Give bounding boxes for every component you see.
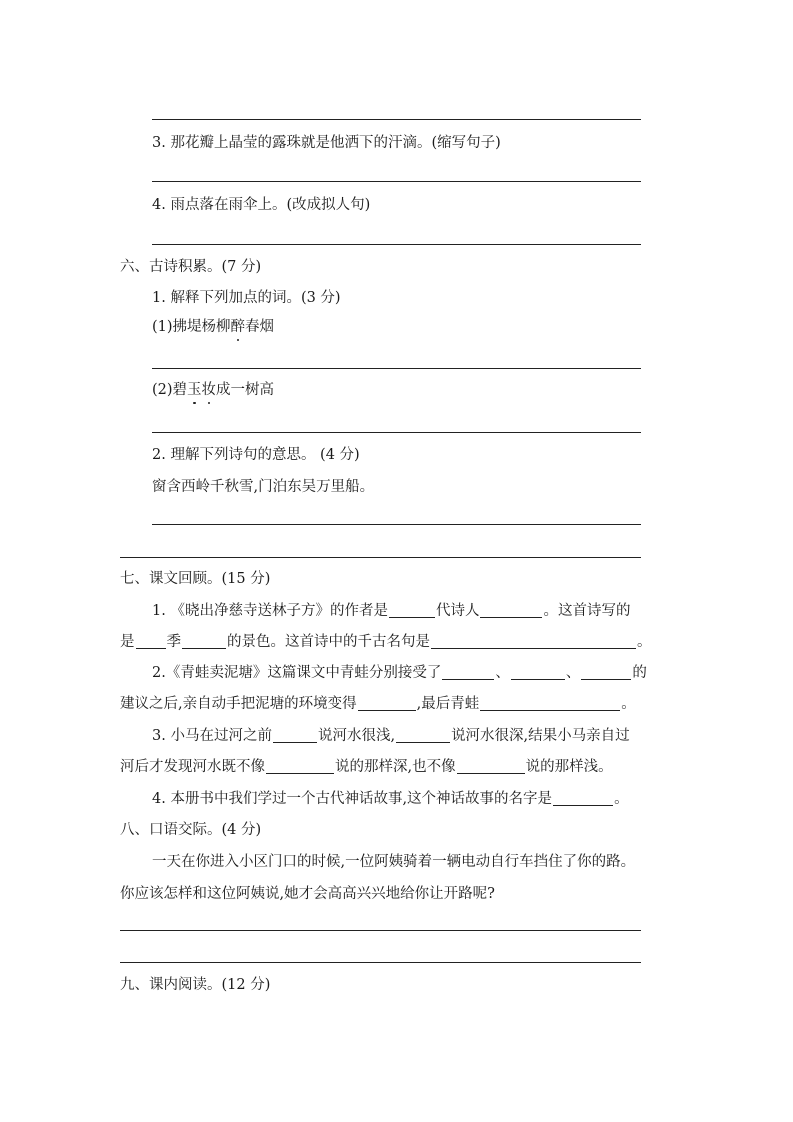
text: 说的那样深,也不像 bbox=[335, 759, 456, 775]
fill-blank[interactable] bbox=[136, 632, 166, 649]
fill-blank[interactable] bbox=[273, 726, 317, 743]
dotted-char: 玉 bbox=[187, 382, 202, 398]
text: 的景色。这首诗中的千古名句是 bbox=[227, 634, 430, 650]
fill-blank[interactable] bbox=[457, 757, 525, 774]
text: 说河水很深,结果小马亲自过 bbox=[451, 728, 630, 744]
fill-blank[interactable] bbox=[480, 601, 542, 618]
text: 成一树高 bbox=[216, 382, 275, 398]
s7-item-2-line-2 bbox=[120, 694, 636, 714]
section-9-title: 九、课内阅读。(12 分) bbox=[120, 977, 271, 993]
section-7-title: 七、课文回顾。(15 分) bbox=[120, 571, 271, 587]
text: (1)拂堤杨柳 bbox=[152, 319, 231, 335]
fill-blank[interactable] bbox=[442, 663, 494, 680]
text: 说河水很浅, bbox=[317, 728, 396, 744]
s7-item-2-line-1 bbox=[152, 663, 647, 683]
text: 的 bbox=[632, 665, 647, 681]
s7-item-3-line-1 bbox=[152, 726, 630, 746]
section-8-title: 八、口语交际。(4 分) bbox=[120, 822, 262, 838]
text: 河后才发现河水既不像 bbox=[120, 759, 265, 775]
section-6-title: 六、古诗积累。(7 分) bbox=[120, 259, 262, 275]
text: 、 bbox=[495, 665, 510, 681]
text: 是 bbox=[120, 634, 135, 650]
answer-line bbox=[120, 930, 641, 931]
answer-line bbox=[152, 432, 641, 433]
text: 。 bbox=[637, 634, 652, 650]
fill-blank[interactable] bbox=[480, 694, 620, 711]
answer-line bbox=[120, 962, 641, 963]
text: 。这首诗写的 bbox=[543, 603, 631, 619]
fill-blank[interactable] bbox=[553, 789, 613, 806]
answer-line bbox=[152, 524, 641, 525]
s6-q1-line-b bbox=[152, 380, 274, 400]
dotted-char: 妆 bbox=[201, 382, 217, 398]
dotted-char: 醉 bbox=[230, 319, 246, 335]
text: 、 bbox=[565, 665, 581, 681]
text: 2.《青蛙卖泥塘》这篇课文中青蛙分别接受了 bbox=[152, 665, 442, 681]
text: (2)碧 bbox=[152, 382, 188, 398]
fill-blank[interactable] bbox=[358, 694, 416, 711]
s7-item-1-line-1 bbox=[152, 601, 630, 621]
text: 3. 小马在过河之前 bbox=[152, 728, 272, 744]
fill-blank[interactable] bbox=[431, 632, 636, 649]
q5-item-4: 4. 雨点落在雨伞上。(改成拟人句) bbox=[152, 197, 371, 213]
s7-item-3-line-2 bbox=[120, 757, 613, 777]
answer-line bbox=[152, 119, 641, 120]
text: 。 bbox=[621, 696, 636, 712]
text: ,最后青蛙 bbox=[416, 696, 480, 712]
fill-blank[interactable] bbox=[396, 726, 450, 743]
text: 季 bbox=[166, 634, 181, 650]
text: 建议之后,亲自动手把泥塘的环境变得 bbox=[120, 696, 357, 712]
text: 1. 《晓出净慈寺送林子方》的作者是 bbox=[152, 603, 388, 619]
text: 4. 本册书中我们学过一个古代神话故事,这个神话故事的名字是 bbox=[152, 791, 553, 807]
fill-blank[interactable] bbox=[266, 757, 334, 774]
s7-item-1-line-2 bbox=[120, 632, 652, 652]
s6-question-2: 2. 理解下列诗句的意思。 (4 分) bbox=[152, 447, 360, 463]
text: 春烟 bbox=[245, 319, 275, 335]
s7-item-4 bbox=[152, 789, 629, 809]
answer-line bbox=[120, 557, 641, 558]
fill-blank[interactable] bbox=[581, 663, 631, 680]
answer-line bbox=[152, 181, 641, 182]
text: 。 bbox=[614, 791, 629, 807]
text: 说的那样浅。 bbox=[525, 759, 613, 775]
answer-line bbox=[152, 244, 641, 245]
s6-poem-line: 窗含西岭千秋雪,门泊东吴万里船。 bbox=[152, 479, 375, 495]
q5-item-3: 3. 那花瓣上晶莹的露珠就是他洒下的汗滴。(缩写句子) bbox=[152, 135, 501, 151]
fill-blank[interactable] bbox=[389, 601, 435, 618]
s6-q1-line-a bbox=[152, 317, 274, 337]
s8-paragraph-1: 一天在你进入小区门口的时候,一位阿姨骑着一辆电动自行车挡住了你的路。 bbox=[152, 854, 636, 870]
fill-blank[interactable] bbox=[182, 632, 226, 649]
text: 代诗人 bbox=[435, 603, 480, 619]
s8-paragraph-2: 你应该怎样和这位阿姨说,她才会高高兴兴地给你让开路呢? bbox=[120, 886, 495, 902]
fill-blank[interactable] bbox=[511, 663, 565, 680]
answer-line bbox=[152, 368, 641, 369]
s6-question-1: 1. 解释下列加点的词。(3 分) bbox=[152, 290, 341, 306]
